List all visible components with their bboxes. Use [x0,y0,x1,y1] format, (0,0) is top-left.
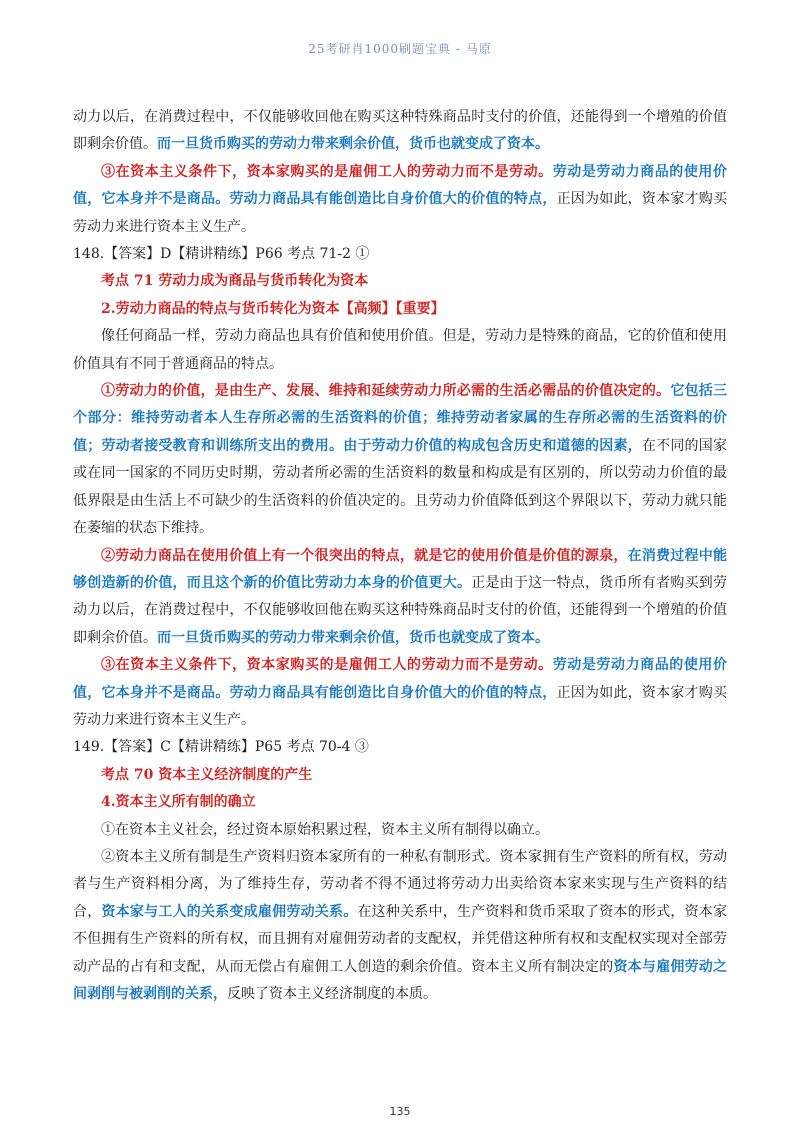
body-text: 动力以后，在消费过程中，不仅能够收回他在购买这种特殊商品时支付的价值，还能得到一个增殖的价值即剩余价值。 [73,109,727,153]
page-number: 135 [389,1105,411,1118]
highlight-text: 在消费过程中能够创造新的价值，而且这个新的价值比劳动力本身的价值更大。 [73,547,728,591]
key-point-text: ③在资本主义条件下，资本家购买的是雇佣工人的劳动力而不是劳动。 [101,657,553,674]
key-point-text: 考点 70 资本主义经济制度的产生 [101,766,313,783]
answer-line: 149.【答案】C【精讲精练】P65 考点 70-4 ③ [73,739,369,756]
paragraph [73,652,727,734]
page-footer [0,1105,800,1118]
body-text: 在这种关系中，生产资料和货币采取了资本的形式，资本家不但拥有生产资料的所有权，而且拥有对雇佣劳动者的支配权，并凭借这种所有权和支配权实现对全部劳动产品的占有和支配，从而无偿占有雇佣工人创造的剩余价值。资本主义所有制决定的 [73,903,728,975]
highlight-text: 而一旦货币购买的劳动力带来剩余价值，货币也就变成了资本。 [157,136,549,153]
paragraph [73,762,727,789]
key-point-text: 考点 71 劳动力成为商品与货币转化为资本 [101,273,369,290]
body-text: 正是由于这一特点，货币所有者购买到劳动力以后，在消费过程中，不仅能够收回他在购买这种特殊商品时支付的价值，还能得到一个增殖的价值即剩余价值。 [73,574,728,646]
body-text: 反映了资本主义经济制度的本质。 [227,986,437,1002]
paragraph [73,159,727,241]
highlight-text: 劳动是劳动力商品的使用价值，它本身并不是商品。劳动力商品具有能创造比自身价值大的价值的特点， [73,657,728,701]
body-text: ②资本主义所有制是生产资料归资本家所有的一种私有制形式。资本家拥有生产资料的所有权，劳动者与生产资料相分离，为了维持生存，劳动者不得不通过将劳动力出卖给资本家来实现与生产资料的结合， [73,848,727,920]
answer-line: 148.【答案】D【精讲精练】P66 考点 71-2 ① [73,246,370,263]
paragraph [73,789,727,816]
highlight-text: 资本与雇佣劳动之间剥削与被剥削的关系， [73,958,728,1002]
body-text: 像任何商品一样，劳动力商品也具有价值和使用价值。但是，劳动力是特殊的商品，它的价值和使用价值具有不同于普通商品的特点。 [73,328,727,372]
paragraph [73,378,727,542]
highlight-text: 它包括三个部分：维持劳动者本人生存所必需的生活资料的价值；维持劳动者家属的生存所必需的生活资料的价值；劳动者接受教育和训练所支出的费用。由于劳动力价值的构成包含历史和道德的因素， [73,383,728,454]
paragraph [73,543,727,653]
paragraph [73,268,727,295]
paragraph [73,104,727,159]
paragraph [73,323,727,378]
body-text: 在不同的国家或在同一国家的不同历史时期，劳动者所必需的生活资料的数量和构成是有区别的，所以劳动力价值的最低界限是由生活上不可缺少的生活资料的价值决定的。且劳动力价值降低到这个界限以下，劳动力就只能在萎缩的状态下维持。 [73,437,728,537]
header-title: 25考研肖1000刷题宝典 - 马原 [308,42,492,56]
page-header [0,40,800,57]
paragraph [73,296,727,323]
key-point-text: ②劳动力商品在使用价值上有一个很突出的特点，就是它的使用价值是价值的源泉， [101,547,628,564]
key-point-text: ①劳动力的价值，是由生产、发展、维持和延续劳动力所必需的生活必需品的价值决定的。 [101,383,671,400]
key-point-text: 4.资本主义所有制的确立 [101,794,256,811]
body-text: ①在资本主义社会，经过资本原始积累过程，资本主义所有制得以确立。 [101,821,549,838]
paragraph [73,734,727,761]
body-text: 正因为如此，资本家才购买劳动力来进行资本主义生产。 [73,684,728,728]
highlight-text: 而一旦货币购买的劳动力带来剩余价值，货币也就变成了资本。 [157,629,549,646]
paragraph [73,817,727,844]
highlight-text: 劳动是劳动力商品的使用价值，它本身并不是商品。劳动力商品具有能创造比自身价值大的价值的特点， [73,163,728,208]
body-text: 正因为如此，资本家才购买劳动力来进行资本主义生产。 [73,191,728,235]
key-point-text: 2.劳动力商品的特点与货币转化为资本【高频】【重要】 [101,300,445,317]
paragraph [73,844,727,1008]
paragraph [73,241,727,268]
highlight-text: 资本家与工人的关系变成雇佣劳动关系。 [101,903,358,920]
key-point-text: ③在资本主义条件下，资本家购买的是雇佣工人的劳动力而不是劳动。 [101,163,553,180]
page-content [73,104,727,1008]
